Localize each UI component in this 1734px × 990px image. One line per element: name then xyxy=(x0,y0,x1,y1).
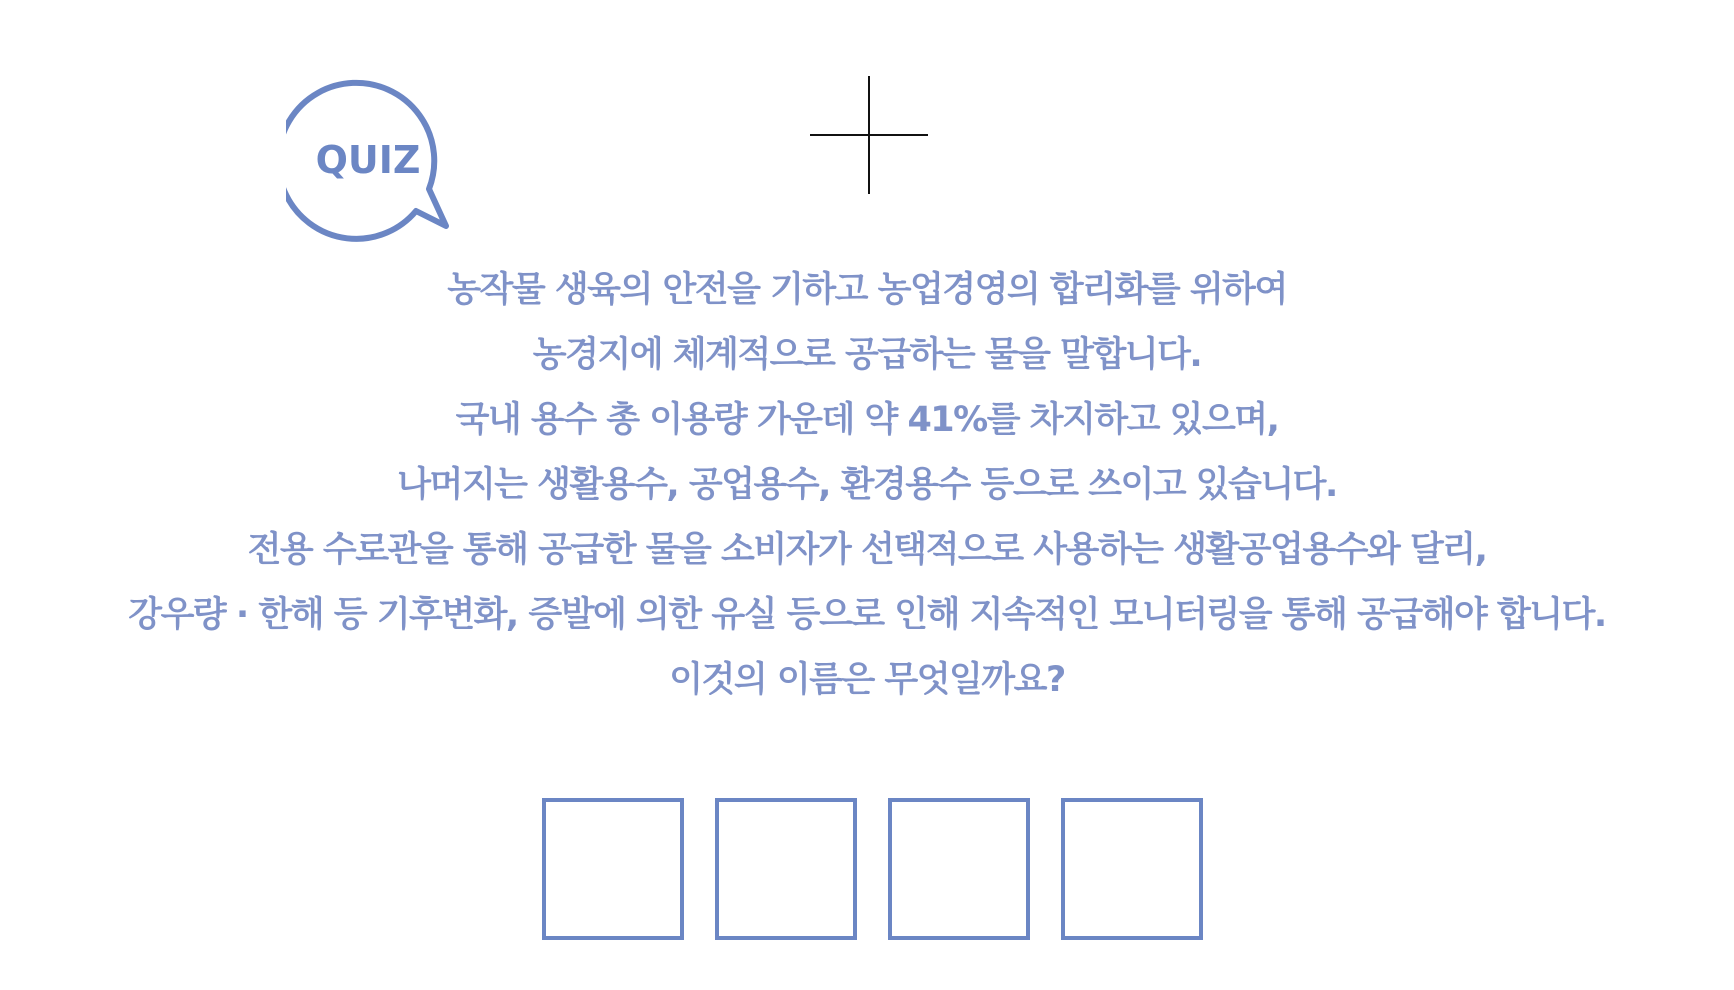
crosshair-icon xyxy=(810,76,928,194)
question-line: 강우량 · 한해 등 기후변화, 증발에 의한 유실 등으로 인해 지속적인 모니터링을 통해 공급해야 합니다. xyxy=(128,595,1606,635)
answer-box-2[interactable] xyxy=(715,798,857,940)
question-line: 나머지는 생활용수, 공업용수, 환경용수 등으로 쓰이고 있습니다. xyxy=(397,465,1337,505)
answer-box-1[interactable] xyxy=(542,798,684,940)
answer-boxes xyxy=(542,798,1203,940)
quiz-label: QUIZ xyxy=(315,138,421,182)
question-line: 농작물 생육의 안전을 기하고 농업경영의 합리화를 위하여 xyxy=(447,270,1287,310)
question-line: 농경지에 체계적으로 공급하는 물을 말합니다. xyxy=(532,335,1202,375)
speech-bubble-icon xyxy=(286,76,456,242)
answer-box-3[interactable] xyxy=(888,798,1030,940)
question-text xyxy=(0,262,1734,717)
question-prompt: 이것의 이름은 무엇일까요? xyxy=(669,660,1065,700)
answer-box-4[interactable] xyxy=(1061,798,1203,940)
question-line: 전용 수로관을 통해 공급한 물을 소비자가 선택적으로 사용하는 생활공업용수와 달리, xyxy=(247,530,1487,570)
question-line: 국내 용수 총 이용량 가운데 약 41%를 차지하고 있으며, xyxy=(455,400,1279,440)
quiz-badge xyxy=(286,76,456,242)
